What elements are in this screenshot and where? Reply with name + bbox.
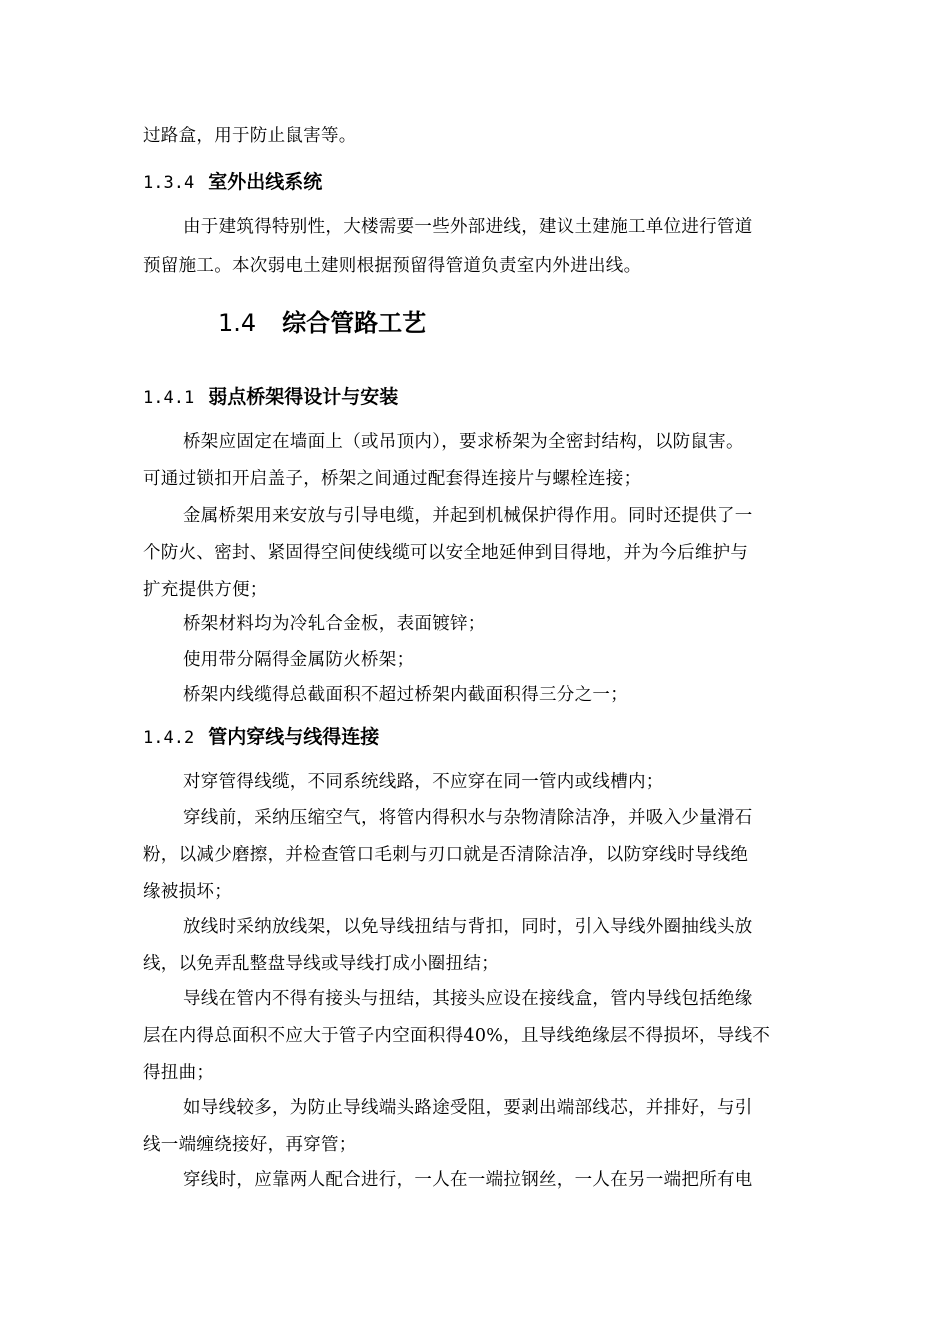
section-title: 管内穿线与线得连接 <box>208 726 380 748</box>
chapter-number: 1.4 <box>218 309 257 337</box>
section-number: 1.3.4 <box>143 173 195 193</box>
paragraph-line: 缘被损坏； <box>143 882 232 902</box>
paragraph-line: 对穿管得线缆，不同系统线路，不应穿在同一管内或线槽内； <box>183 772 664 792</box>
paragraph-line: 桥架材料均为冷轧合金板，表面镀锌； <box>183 614 486 634</box>
paragraph-line: 可通过锁扣开启盖子，桥架之间通过配套得连接片与螺栓连接； <box>143 469 642 489</box>
paragraph-line: 穿线前，采纳压缩空气，将管内得积水与杂物清除洁净，并吸入少量滑石 <box>183 808 753 828</box>
section-heading-1-4-2 <box>143 724 379 751</box>
paragraph-line: 预留施工。本次弱电土建则根据预留得管道负责室内外进出线。 <box>143 256 642 276</box>
section-title: 弱点桥架得设计与安装 <box>208 386 399 408</box>
chapter-title: 综合管路工艺 <box>282 309 427 337</box>
section-heading-1-3-4 <box>143 169 322 196</box>
paragraph-line: 层在内得总面积不应大于管子内空面积得40%，且导线绝缘层不得损坏，导线不 <box>143 1026 771 1046</box>
paragraph-line: 导线在管内不得有接头与扭结，其接头应设在接线盒，管内导线包括绝缘 <box>183 989 753 1009</box>
chapter-heading-1-4 <box>218 307 426 339</box>
paragraph-line: 线，以免弄乱整盘导线或导线打成小圈扭结； <box>143 954 499 974</box>
paragraph-line: 如导线较多，为防止导线端头路途受阻，要剥出端部线芯，并排好，与引 <box>183 1098 753 1118</box>
paragraph-line: 得扭曲； <box>143 1063 215 1083</box>
paragraph-line: 穿线时，应靠两人配合进行，一人在一端拉钢丝，一人在另一端把所有电 <box>183 1170 753 1190</box>
section-number: 1.4.2 <box>143 728 195 748</box>
section-title: 室外出线系统 <box>208 171 323 193</box>
paragraph-line: 扩充提供方便； <box>143 580 268 600</box>
paragraph-line: 个防火、密封、紧固得空间使线缆可以安全地延伸到目得地，并为今后维护与 <box>143 543 749 563</box>
paragraph-line: 由于建筑得特别性，大楼需要一些外部进线，建议土建施工单位进行管道 <box>183 217 753 237</box>
paragraph-line: 粉，以减少磨擦，并检查管口毛刺与刃口就是否清除洁净，以防穿线时导线绝 <box>143 845 749 865</box>
paragraph-line: 桥架内线缆得总截面积不超过桥架内截面积得三分之一； <box>183 685 628 705</box>
paragraph-line: 放线时采纳放线架，以免导线扭结与背扣，同时，引入导线外圈抽线头放 <box>183 917 753 937</box>
paragraph-line: 桥架应固定在墙面上（或吊顶内），要求桥架为全密封结构，以防鼠害。 <box>183 432 744 452</box>
paragraph-line: 金属桥架用来安放与引导电缆，并起到机械保护得作用。同时还提供了一 <box>183 506 753 526</box>
paragraph-line: 过路盒，用于防止鼠害等。 <box>143 126 357 146</box>
section-heading-1-4-1 <box>143 384 398 411</box>
paragraph-line: 线一端缠绕接好，再穿管； <box>143 1135 357 1155</box>
section-number: 1.4.1 <box>143 388 195 408</box>
paragraph-line: 使用带分隔得金属防火桥架； <box>183 650 415 670</box>
